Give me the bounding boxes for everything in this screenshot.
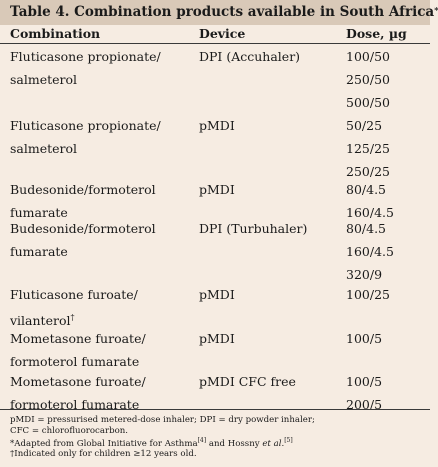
dose-cell: 125/25 — [346, 141, 390, 156]
header-device: Device — [199, 26, 246, 41]
dose-cell: 100/5 — [346, 374, 383, 389]
device-cell: DPI (Accuhaler) — [199, 49, 301, 64]
table-title-marker: * — [434, 5, 438, 15]
dose-cell: 50/25 — [346, 118, 383, 133]
footnote-ref-4: [4] — [197, 437, 207, 444]
device-cell: pMDI — [199, 331, 235, 346]
combination-cell-line: salmeterol — [10, 72, 78, 87]
table-title-text: Table 4. Combination products available in South Africa — [10, 4, 435, 20]
combination-cell-line: formoterol fumarate — [10, 397, 140, 412]
footnote-abbrev-2: CFC = chlorofluorocarbon. — [10, 425, 129, 436]
combination-cell-line: salmeterol — [10, 141, 78, 156]
footnote-adapted-mid: and Hossny — [206, 438, 263, 449]
combination-cell-line: Mometasone furoate/ — [10, 374, 146, 389]
device-cell: pMDI CFC free — [199, 374, 296, 389]
combination-cell-line: Fluticasone propionate/ — [10, 118, 161, 133]
combination-cell-line: Mometasone furoate/ — [10, 331, 146, 346]
header-combination: Combination — [10, 26, 101, 41]
table-title — [0, 0, 438, 25]
dose-cell: 160/4.5 — [346, 244, 394, 259]
dose-cell: 500/50 — [346, 95, 390, 110]
combination-cell-line: vilanterol† — [10, 313, 75, 329]
combination-cell-line: Budesonide/formoterol — [10, 182, 156, 197]
table-footnotes — [0, 409, 430, 467]
footnote-adapted — [10, 436, 430, 449]
dose-cell: 80/4.5 — [346, 182, 386, 197]
dose-cell: 80/4.5 — [346, 221, 386, 236]
footnote-ref-5: [5] — [284, 437, 293, 444]
device-cell: DPI (Turbuhaler) — [199, 221, 308, 236]
combination-marker: † — [70, 313, 75, 322]
combination-cell-line: Fluticasone furoate/ — [10, 287, 138, 302]
device-cell: pMDI — [199, 287, 235, 302]
dose-cell: 160/4.5 — [346, 205, 394, 220]
combination-cell-line: Budesonide/formoterol — [10, 221, 156, 236]
dose-cell: 100/5 — [346, 331, 383, 346]
dose-cell: 100/50 — [346, 49, 390, 64]
device-cell: pMDI — [199, 118, 235, 133]
footnote-indicated: †Indicated only for children ≥12 years old. — [10, 449, 197, 460]
footnote-abbrev-1: pMDI = pressurised metered-dose inhaler; DPI = dry powder inhaler; — [10, 415, 315, 425]
combination-cell-line: Fluticasone propionate/ — [10, 49, 161, 64]
combination-cell-line: formoterol fumarate — [10, 354, 140, 369]
footnote-adapted-prefix: *Adapted from Global Initiative for Asthma — [10, 438, 198, 449]
dose-cell: 250/25 — [346, 164, 390, 179]
device-cell: pMDI — [199, 182, 235, 197]
combination-cell-line: fumarate — [10, 205, 68, 220]
dose-cell: 200/5 — [346, 397, 383, 412]
combination-cell-line: fumarate — [10, 244, 68, 259]
header-dose: Dose, µg — [346, 26, 407, 41]
table-header-row — [0, 25, 430, 44]
dose-cell: 320/9 — [346, 267, 383, 282]
dose-cell: 100/25 — [346, 287, 390, 302]
footnote-et-al: et al. — [262, 438, 285, 449]
dose-cell: 250/50 — [346, 72, 390, 87]
